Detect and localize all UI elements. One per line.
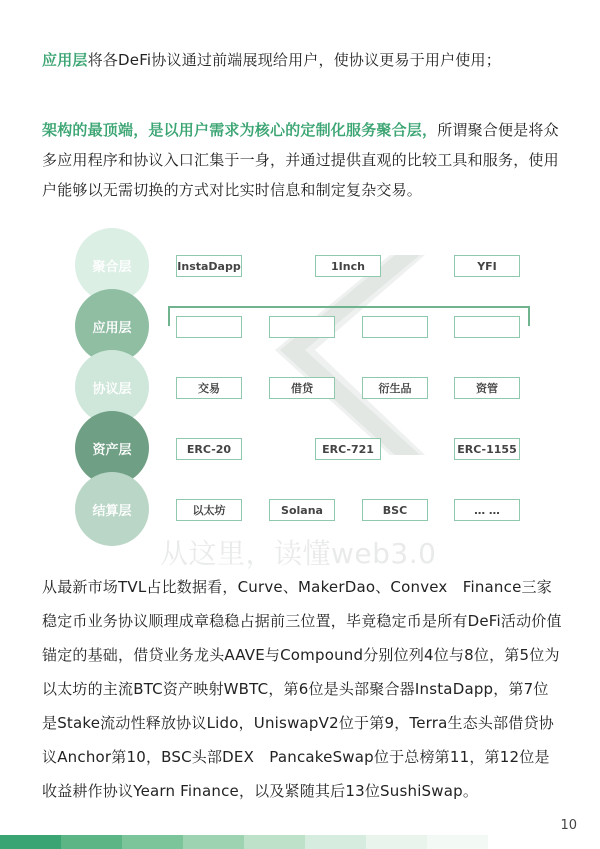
footer-segment — [122, 835, 183, 849]
box-settlement: BSC — [362, 499, 428, 521]
paragraph-tvl-ranking: 从最新市场TVL占比数据看，Curve、MakerDao、Convex Finance三家稳定币业务协议顺理成章稳稳占据前三位置，毕竟稳定币是所有DeFi活动价值锚定的基础，借贷业务龙头AAVE与Compound分别位列4位与8位，第5位为以太坊的主流BTC资产映射WBTC，第6位是头部聚合器InstaDapp，第7位是Stake流动性释放协议Lido，UniswapV2位于第9，Terra生态头部借贷协议Anchor第10，BSC头部DEX PancakeSwap位于总榜第11，第12位是收益耕作协议Yearn Finance，以及紧随其后13位SushiSwap。 — [42, 578, 562, 800]
paragraph-text: 所谓聚合便是将众多应用程序和协议入口汇集于一身，并通过提供直观的比较工具和服务，使用户能够以无需切换的方式对比实时信息和制定复杂交易。 — [42, 121, 559, 199]
layer-label: 聚合层 — [92, 259, 132, 275]
paragraph-text: 将各DeFi协议通过前端展现给用户，使协议更易于用户使用； — [87, 51, 501, 69]
defi-architecture-diagram — [0, 225, 600, 575]
layer-label: 资产层 — [92, 442, 132, 458]
box-application-empty — [362, 316, 428, 338]
box-protocol: 衍生品 — [362, 377, 428, 399]
box-settlement: 以太坊 — [176, 499, 242, 521]
box-asset: ERC-20 — [176, 438, 242, 460]
box-aggregation: YFI — [454, 255, 520, 277]
footer-segment — [427, 835, 488, 849]
footer-gradient-bar — [0, 835, 488, 849]
paragraph-aggregation-layer — [42, 115, 562, 205]
layer-label: 结算层 — [92, 503, 132, 519]
box-protocol: 借贷 — [269, 377, 335, 399]
footer-segment — [244, 835, 305, 849]
box-asset: ERC-1155 — [454, 438, 520, 460]
layer-label: 应用层 — [92, 320, 132, 336]
paragraph-application-layer — [42, 45, 562, 75]
box-application-empty — [269, 316, 335, 338]
highlight-term: 架构的最顶端，是以用户需求为核心的定制化服务聚合层， — [42, 121, 438, 139]
footer-segment — [61, 835, 122, 849]
box-protocol: 资管 — [454, 377, 520, 399]
footer-segment — [183, 835, 244, 849]
box-application-empty — [454, 316, 520, 338]
footer-segment — [305, 835, 366, 849]
footer-segment — [0, 835, 61, 849]
page-number: 10 — [560, 818, 577, 833]
box-settlement: Solana — [269, 499, 335, 521]
layer-settlement — [75, 472, 149, 546]
box-aggregation: InstaDapp — [176, 255, 242, 277]
layer-label: 协议层 — [92, 381, 132, 397]
box-application-empty — [176, 316, 242, 338]
box-settlement: … … — [454, 499, 520, 521]
footer-segment — [366, 835, 427, 849]
box-asset: ERC-721 — [315, 438, 381, 460]
watermark: 从这里，读懂web3.0 — [160, 537, 437, 570]
highlight-term: 应用层 — [42, 51, 88, 69]
box-aggregation: 1Inch — [315, 255, 381, 277]
box-protocol: 交易 — [176, 377, 242, 399]
